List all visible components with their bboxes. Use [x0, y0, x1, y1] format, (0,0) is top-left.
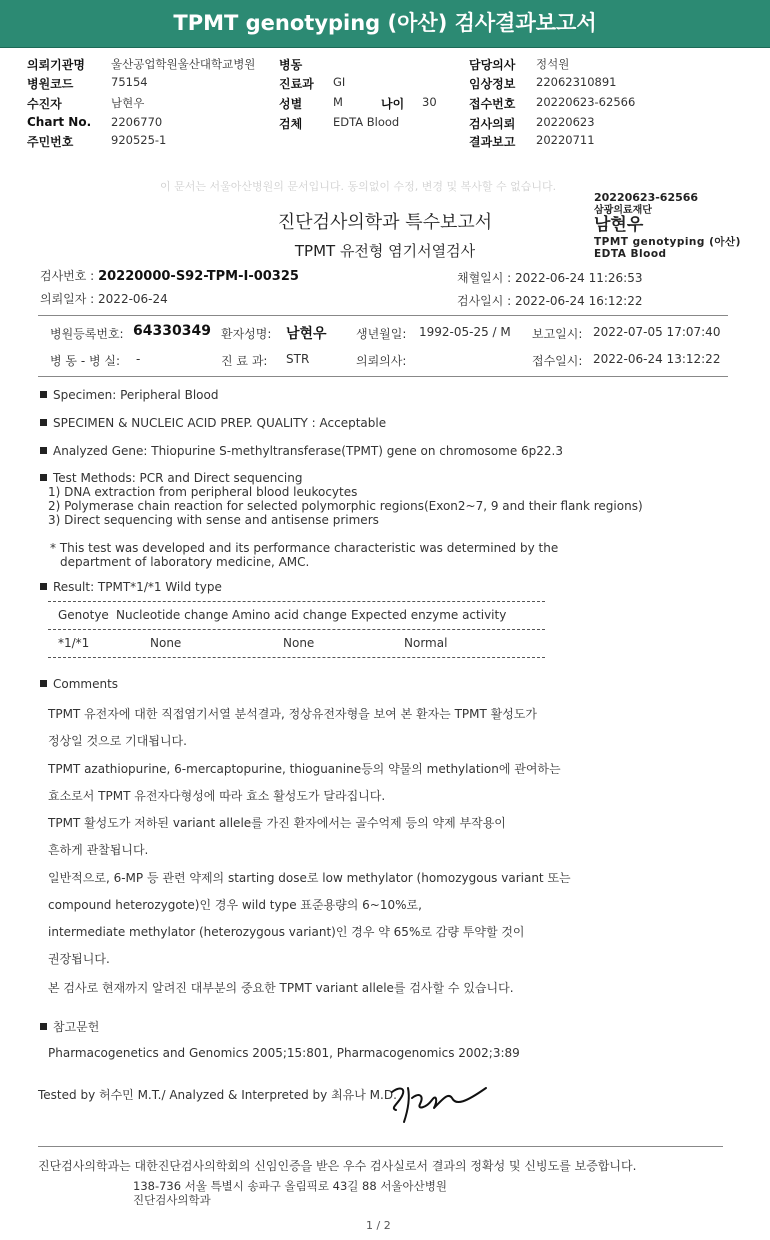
result-value-wrap [536, 133, 595, 147]
receipt-date-label: 접수일시: [532, 354, 583, 368]
patient-label-wrap [27, 95, 62, 112]
report-subtitle: TPMT 유전형 염기서열검사 [294, 242, 476, 260]
cell-nucleotide: None [150, 636, 182, 650]
specimen-value: EDTA Blood [333, 115, 400, 129]
result-section [40, 580, 222, 594]
reg-no-value-wrap [133, 323, 211, 339]
cell-amino-acid: None [283, 636, 315, 650]
chart-label: Chart No. [27, 115, 92, 129]
ward-room-label: 병 동 - 병 실: [50, 354, 120, 368]
tested-by: Tested by 허수민 M.T./ Analyzed & Interpreted by 최유나 M.D. [38, 1088, 397, 1102]
cell-genotype: *1/*1 [58, 636, 90, 650]
ward-label: 병동 [279, 58, 303, 72]
footer-dept: 진단검사의학과 [133, 1193, 211, 1207]
ward-label-wrap [279, 56, 302, 73]
header-row-1-col-1 [27, 56, 85, 73]
watermark-text: 이 문서는 서울아산병원의 문서입니다. 동의없이 수정, 변경 및 복사할 수 없습니다. [160, 180, 557, 193]
specimen-section [40, 388, 218, 402]
result-label-wrap [469, 133, 515, 150]
footer-certification: 진단검사의학과는 대한진단검사의학회의 신임인증을 받은 우수 검사실로서 결과의 정확성 및 신빙도를 보증합니다. [38, 1159, 637, 1173]
page-number: 1 / 2 [366, 1219, 391, 1232]
comment-line: TPMT 활성도가 저하된 variant allele를 가진 환자에서는 골수억제 등의 약제 부작용이 [48, 816, 506, 830]
clinical-label-wrap [469, 75, 515, 92]
comment-line: 권장됩니다. [48, 952, 110, 966]
method-step-1: 1) DNA extraction from peripheral blood leukocytes [48, 485, 358, 499]
col-header-amino-acid: Amino acid change [232, 608, 347, 622]
comment-line: 흔하게 관찰됩니다. [48, 843, 149, 857]
patient-name-label: 환자성명: [221, 327, 272, 341]
reg-no-value: 64330349 [133, 323, 211, 339]
clinical-label: 임상정보 [469, 77, 516, 91]
patient-value: 남현우 [111, 96, 145, 110]
divider-bottom [38, 376, 728, 377]
receipt-label-wrap [469, 95, 515, 112]
patient-label: 수진자 [27, 97, 62, 111]
references-title: 참고문헌 [53, 1020, 100, 1034]
request-date: 의뢰일자 : 2022-06-24 [40, 292, 168, 306]
receipt-value: 20220623-62566 [536, 95, 636, 109]
bullet-square-icon [40, 474, 47, 481]
chart-value: 2206770 [111, 115, 163, 129]
request-label-wrap [469, 115, 515, 132]
comment-line: TPMT 유전자에 대한 직접염기서열 분석결과, 정상유전자형을 보여 본 환자는 TPMT 활성도가 [48, 707, 537, 721]
stamp-receipt: 20220623-62566 [594, 191, 699, 204]
dob-value: 1992-05-25 / M [419, 325, 511, 339]
clinic-dept-label: 진 료 과: [221, 354, 268, 368]
sex-value-wrap [333, 95, 343, 109]
bullet-square-icon [40, 1023, 47, 1030]
report-banner-title: TPMT genotyping (아산) 검사결과보고서 [0, 0, 770, 48]
rrn-value-wrap [111, 133, 166, 147]
clinical-value-wrap [536, 75, 616, 89]
references-text: Pharmacogenetics and Genomics 2005;15:801, Pharmacogenomics 2002;3:89 [48, 1046, 520, 1060]
test-number-value: 20220000-S92-TPM-I-00325 [98, 269, 299, 284]
specimen-label: 검체 [279, 117, 303, 131]
patient-name-value: 남현우 [286, 326, 327, 342]
quality-section [40, 416, 386, 430]
code-value: 75154 [111, 75, 148, 89]
collect-date: 채혈일시 : 2022-06-24 11:26:53 [457, 271, 643, 285]
note-line-2: department of laboratory medicine, AMC. [60, 555, 310, 569]
method-step-2: 2) Polymerase chain reaction for selected polymorphic regions(Exon2~7, 9 and their flank regions) [48, 499, 643, 513]
gene-section [40, 444, 563, 458]
bullet-square-icon [40, 419, 47, 426]
comment-line: 효소로서 TPMT 유전자다형성에 따라 효소 활성도가 달라집니다. [48, 789, 386, 803]
bullet-square-icon [40, 583, 47, 590]
table-dash-bottom [48, 657, 545, 658]
hospital-value [111, 56, 255, 72]
comment-line: 일반적으로, 6-MP 등 관련 약제의 starting dose로 low methylator (homozygous variant 또는 [48, 871, 571, 885]
reg-no-label: 병원등록번호: [50, 327, 124, 341]
methods-title: Test Methods: PCR and Direct sequencing [53, 471, 303, 485]
rrn-value: 920525-1 [111, 133, 167, 147]
comment-line: TPMT azathiopurine, 6-mercaptopurine, thioguanine등의 약물의 methylation에 관여하는 [48, 762, 561, 776]
col-header-nucleotide: Nucleotide change [116, 608, 229, 622]
age-value: 30 [422, 95, 437, 109]
result-value: 20220711 [536, 133, 595, 147]
bullet-square-icon [40, 391, 47, 398]
report-date-value: 2022-07-05 17:07:40 [593, 325, 721, 339]
rrn-label-wrap [27, 133, 73, 150]
comment-line: compound heterozygote)인 경우 wild type 표준용량의 6~10%로, [48, 898, 422, 912]
sex-value: M [333, 95, 343, 109]
references-section [40, 1018, 99, 1035]
stamp-test: TPMT genotyping (아산) [594, 235, 741, 248]
request-value-wrap [536, 115, 595, 129]
receipt-value-wrap [536, 95, 635, 109]
clinic-dept-value: STR [286, 352, 310, 366]
physician-label: 의뢰의사: [356, 354, 407, 368]
chart-value-wrap [111, 115, 162, 129]
test-number [40, 267, 299, 284]
patient-name-value-wrap [286, 323, 327, 343]
comments-section [40, 677, 118, 691]
footer-address: 138-736 서울 특별시 송파구 올림픽로 43길 88 서울아산병원 [133, 1179, 447, 1193]
rrn-label: 주민번호 [27, 135, 74, 149]
table-dash-mid [48, 629, 545, 630]
comments-title: Comments [53, 677, 119, 691]
chart-label-wrap [27, 115, 91, 129]
specimen-text: Specimen: Peripheral Blood [53, 388, 219, 402]
doctor-label: 담당의사 [469, 58, 516, 72]
col-header-enzyme: Expected enzyme activity [351, 608, 507, 622]
specimen-label-wrap [279, 115, 302, 132]
ward-room-value: - [136, 352, 141, 366]
code-value-wrap [111, 75, 148, 89]
doctor-label-wrap [469, 56, 515, 73]
dept-value: GI [333, 75, 346, 89]
hospital-value-text: 울산공업학원울산대학교병원 [111, 57, 256, 71]
signature-icon [386, 1078, 496, 1128]
note-line-1: * This test was developed and its performance characteristic was determined by the [50, 541, 559, 555]
age-value-wrap [422, 95, 437, 109]
dept-label-wrap [279, 75, 314, 92]
col-header-genotype: Genotye [58, 608, 109, 622]
receipt-label: 접수번호 [469, 97, 516, 111]
comment-line: intermediate methylator (heterozygous variant)인 경우 약 65%로 감량 투약할 것이 [48, 925, 525, 939]
clinical-value: 22062310891 [536, 75, 617, 89]
bullet-square-icon [40, 680, 47, 687]
patient-value-wrap [111, 95, 144, 111]
result-label: 결과보고 [469, 135, 516, 149]
age-label: 나이 [381, 97, 405, 111]
test-number-label: 검사번호 : [40, 269, 95, 283]
doctor-value-wrap [536, 56, 569, 72]
receipt-date-value: 2022-06-24 13:12:22 [593, 352, 721, 366]
code-label-wrap [27, 75, 73, 92]
divider-top [38, 315, 728, 316]
request-value: 20220623 [536, 115, 595, 129]
sex-label: 성별 [279, 97, 303, 111]
methods-section [40, 471, 302, 485]
stamp-name: 남현우 [594, 215, 644, 236]
age-label-wrap [381, 95, 404, 112]
method-step-3: 3) Direct sequencing with sense and antisense primers [48, 513, 379, 527]
sex-label-wrap [279, 95, 302, 112]
result-text: Result: TPMT*1/*1 Wild type [53, 580, 222, 594]
stamp-specimen: EDTA Blood [594, 247, 667, 260]
table-dash-top [48, 601, 545, 602]
stamp-org: 삼광의료재단 [594, 204, 652, 216]
comment-line: 정상일 것으로 기대됩니다. [48, 734, 187, 748]
gene-text: Analyzed Gene: Thiopurine S-methyltransferase(TPMT) gene on chromosome 6p22.3 [53, 444, 563, 458]
test-date: 검사일시 : 2022-06-24 16:12:22 [457, 294, 643, 308]
bullet-square-icon [40, 447, 47, 454]
request-label: 검사의뢰 [469, 117, 516, 131]
doctor-value: 정석원 [536, 57, 570, 71]
hospital-label: 의뢰기관명 [27, 58, 85, 72]
dept-label: 진료과 [279, 77, 314, 91]
dob-label: 생년월일: [356, 327, 407, 341]
dept-value-wrap [333, 75, 345, 89]
specimen-value-wrap [333, 115, 399, 129]
quality-text: SPECIMEN & NUCLEIC ACID PREP. QUALITY : Acceptable [53, 416, 387, 430]
report-title: 진단검사의학과 특수보고서 [277, 212, 493, 233]
code-label: 병원코드 [27, 77, 74, 91]
footer-divider [38, 1146, 723, 1147]
report-date-label: 보고일시: [532, 327, 583, 341]
comment-line: 본 검사로 현재까지 알려진 대부분의 중요한 TPMT variant allele를 검사할 수 있습니다. [48, 981, 514, 995]
cell-enzyme: Normal [404, 636, 448, 650]
